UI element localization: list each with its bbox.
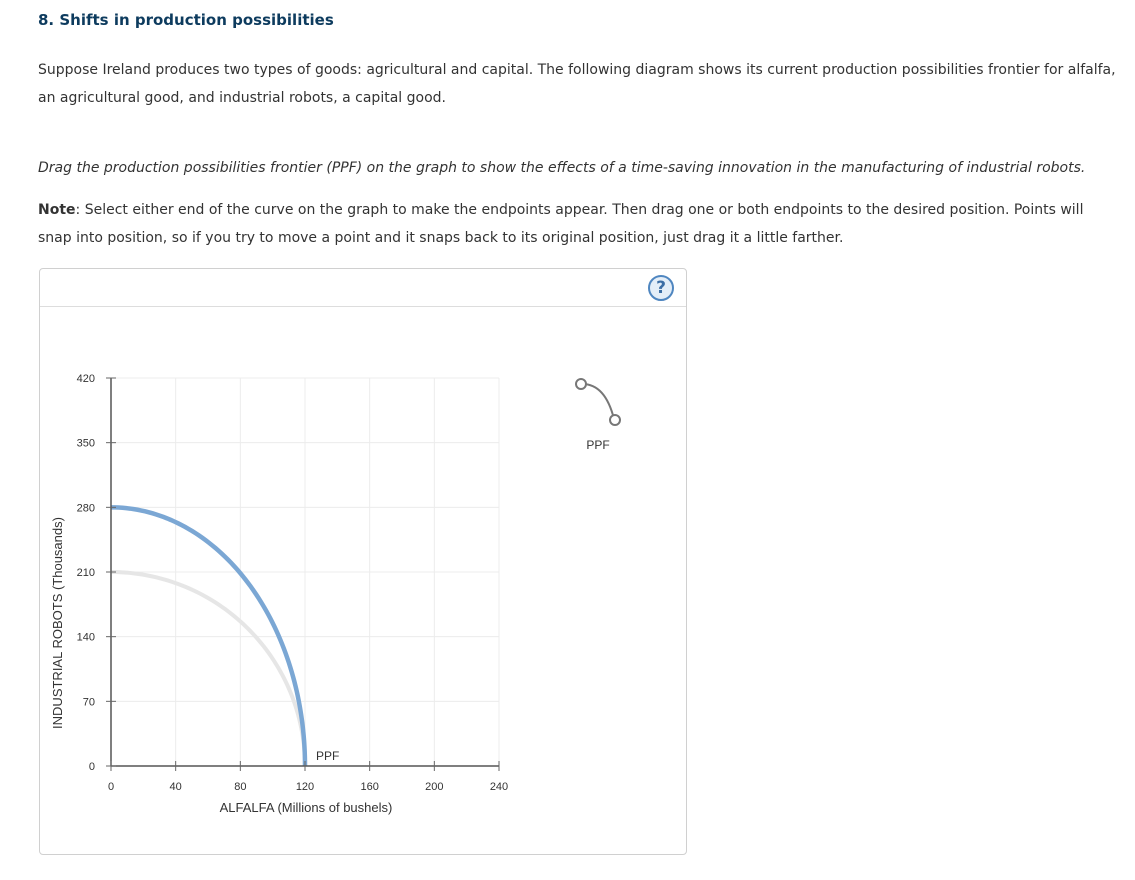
chart-grid bbox=[111, 378, 499, 766]
y-tick-label: 0 bbox=[88, 761, 95, 773]
x-tick-label: 0 bbox=[107, 781, 115, 793]
question-intro: Suppose Ireland produces two types of goods: agricultural and capital. The following diagram shows its current production possibilities frontier for alfalfa, an agricultural good, and industrial robots, a capital good. bbox=[38, 62, 1116, 106]
y-axis-label: INDUSTRIAL ROBOTS (Thousands) bbox=[50, 517, 65, 729]
note-label: Note bbox=[38, 202, 76, 218]
y-tick-label: 70 bbox=[82, 696, 95, 709]
ppf-tool-end-handle[interactable] bbox=[610, 415, 620, 425]
question-instruction: Drag the production possibilities frontier (PPF) on the graph to show the effects of a time-saving innovation in the manufacturing of industrial robots. bbox=[38, 160, 1086, 176]
y-tick-label: 350 bbox=[76, 437, 95, 450]
original-ppf-curve bbox=[111, 572, 305, 766]
question-note bbox=[38, 196, 1118, 252]
chart-ticks bbox=[77, 373, 509, 793]
y-tick-label: 210 bbox=[76, 567, 95, 579]
ppf-curve-label: PPF bbox=[316, 749, 340, 763]
question-title: 8. Shifts in production possibilities bbox=[38, 11, 334, 29]
help-button[interactable]: ? bbox=[648, 275, 674, 301]
ppf-chart[interactable] bbox=[40, 307, 686, 855]
x-tick-label: 40 bbox=[169, 781, 182, 793]
ppf-curve-line bbox=[111, 572, 305, 766]
ppf-tool-start-handle[interactable] bbox=[576, 379, 586, 389]
ppf-tool-label: PPF bbox=[586, 438, 610, 452]
y-tick-label: 280 bbox=[76, 502, 95, 515]
y-tick-label: 420 bbox=[76, 373, 95, 385]
x-tick-label: 240 bbox=[489, 781, 509, 793]
x-tick-label: 120 bbox=[295, 781, 315, 793]
x-axis-label: ALFALFA (Millions of bushels) bbox=[219, 800, 393, 815]
y-tick-label: 140 bbox=[76, 631, 95, 644]
ppf-tool-curve bbox=[581, 384, 614, 419]
x-tick-label: 160 bbox=[360, 781, 379, 793]
note-text: : Select either end of the curve on the graph to make the endpoints appear. Then drag one or both endpoints to the desired position. Points will snap into position, so if you try to move a point and it snaps back to its original position, just drag it a little farther. bbox=[38, 202, 1084, 246]
x-tick-label: 200 bbox=[425, 781, 444, 793]
graph-panel bbox=[39, 268, 687, 855]
x-tick-label: 80 bbox=[234, 781, 247, 793]
ppf-tool[interactable] bbox=[576, 379, 620, 452]
